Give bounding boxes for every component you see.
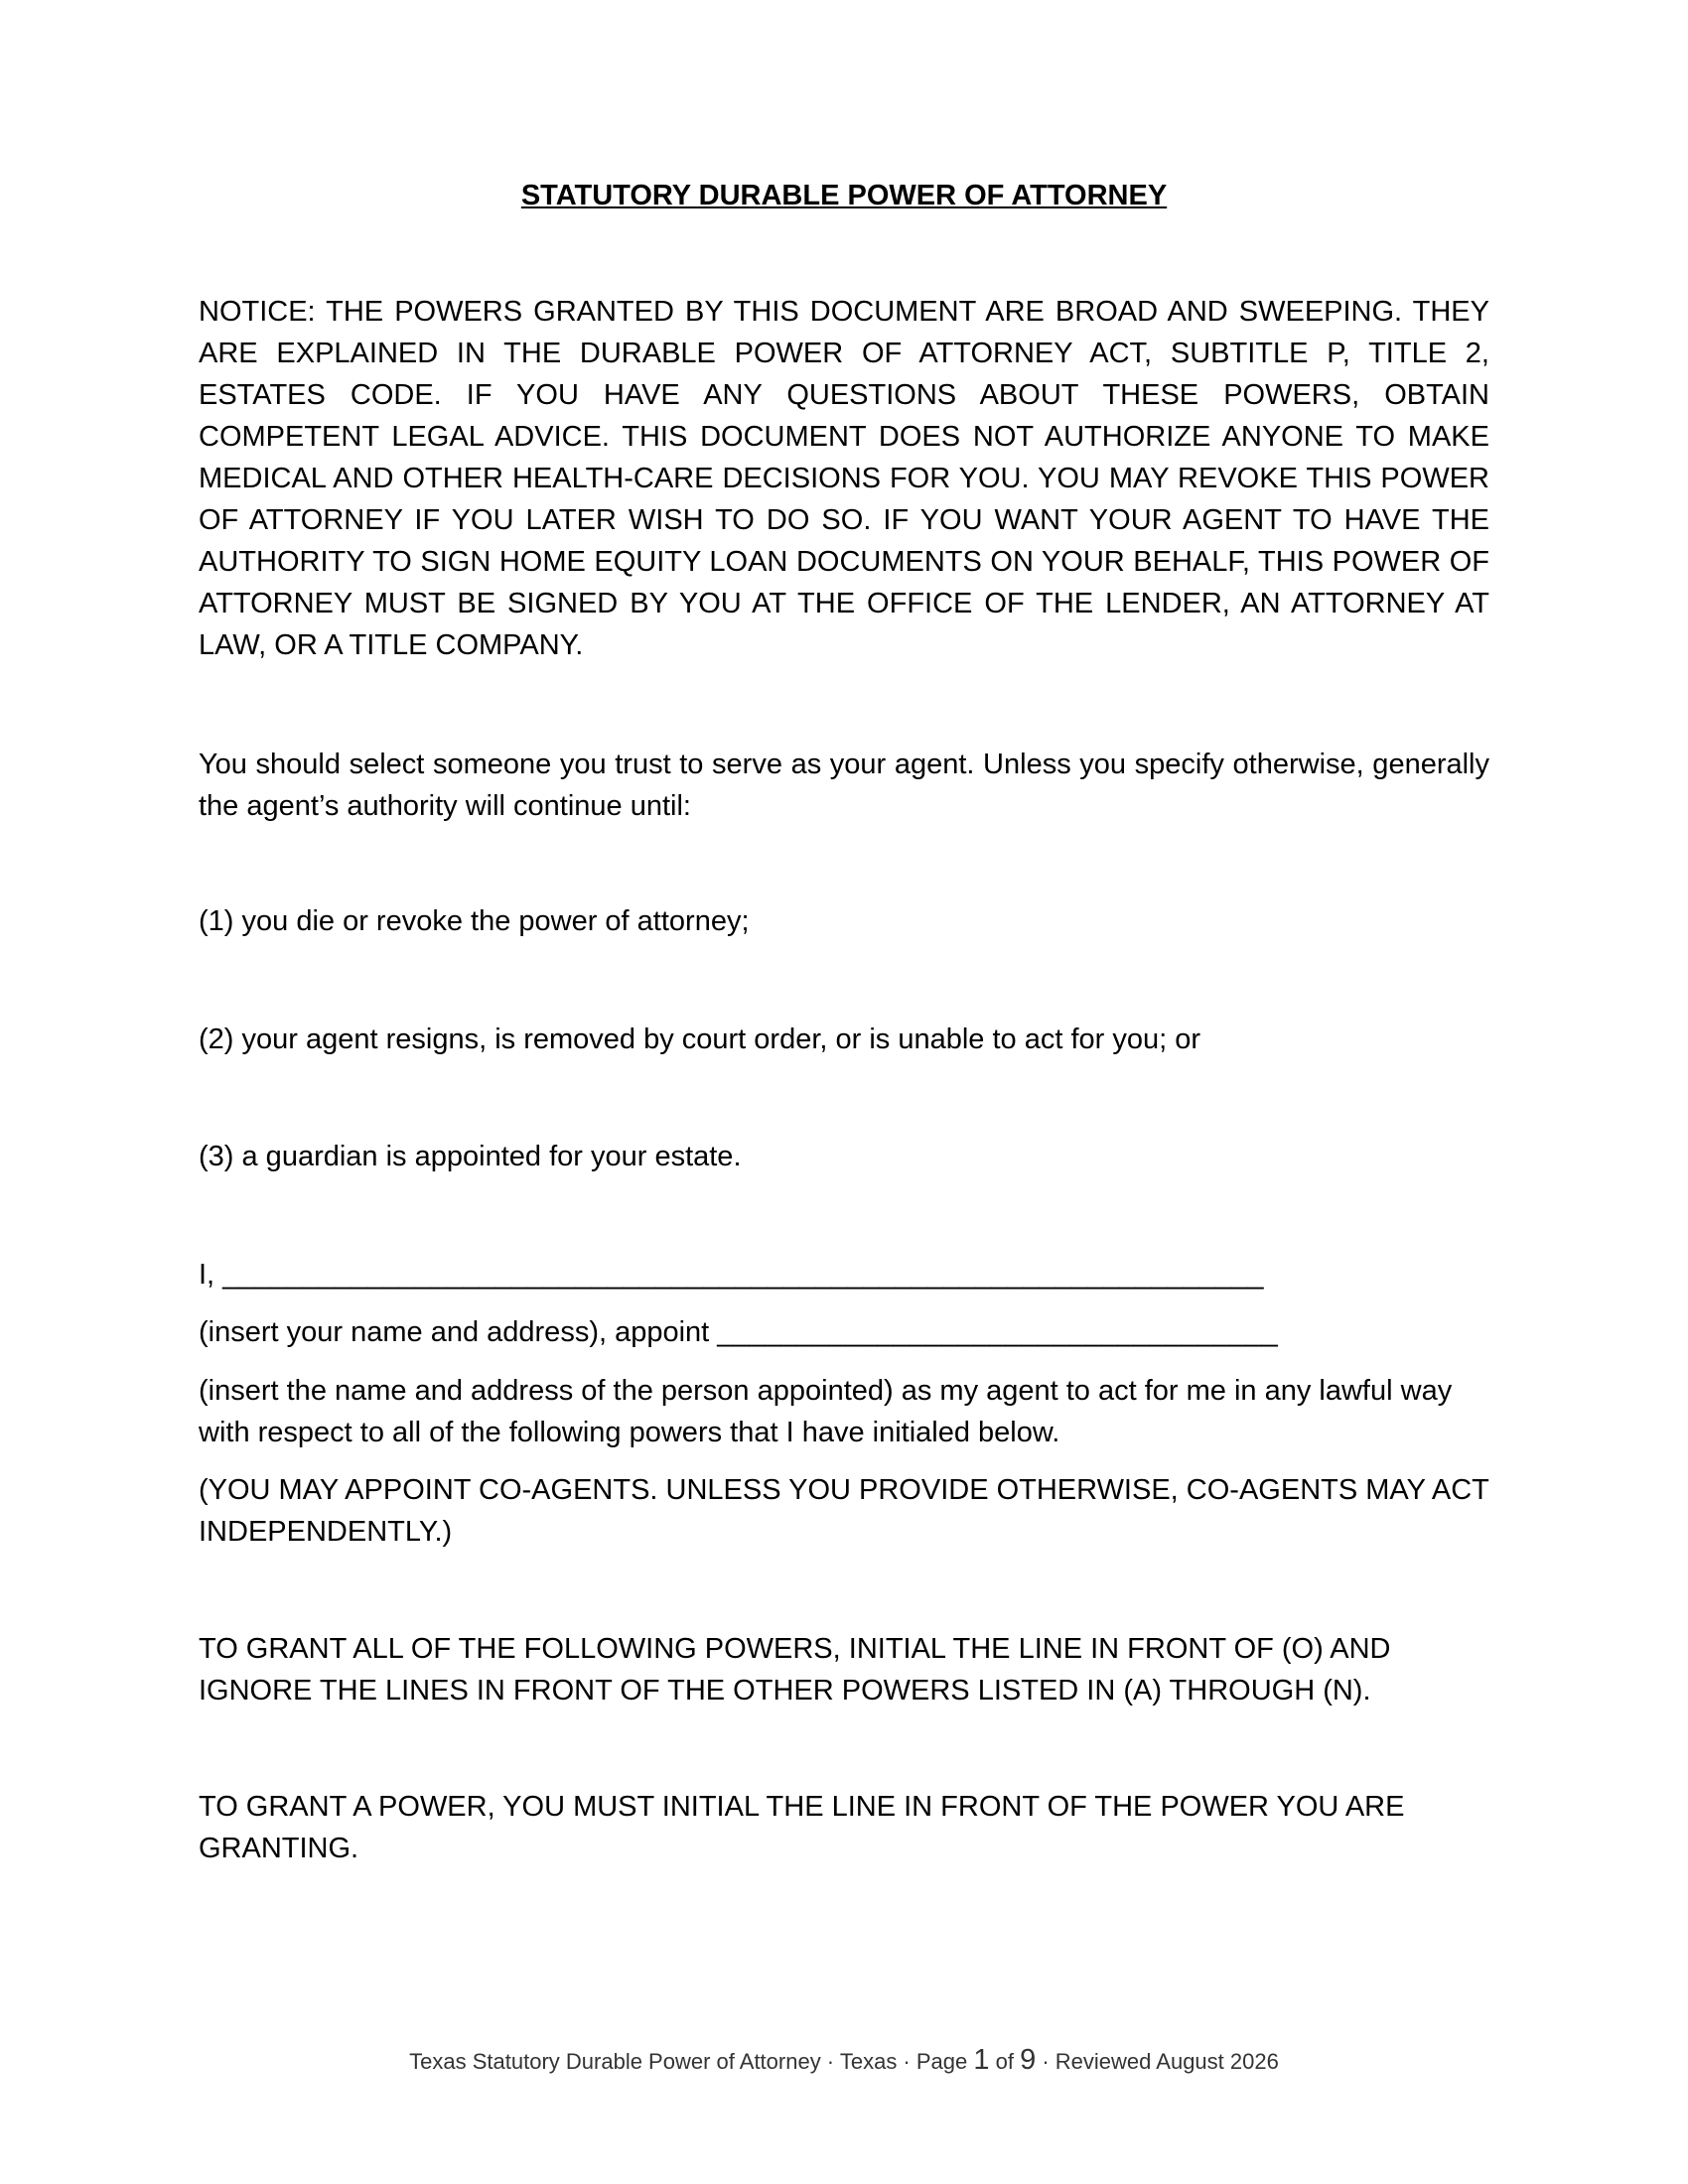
footer-page-total: 9	[1020, 2044, 1037, 2076]
termination-item-3: (3) a guardian is appointed for your estate.	[199, 1141, 742, 1172]
grant-one-instruction: TO GRANT A POWER, YOU MUST INITIAL THE LINE IN FRONT OF THE POWER YOU ARE GRANTING.	[199, 1791, 1405, 1864]
select-agent-paragraph: You should select someone you trust to serve as your agent. Unless you specify otherwise, generally the agent’s authority will continue until:	[199, 749, 1489, 822]
principal-name-line: I, _________________________________________________________________	[199, 1259, 1264, 1291]
footer-page-number: 1	[973, 2044, 990, 2076]
footer-suffix: · Reviewed August 2026	[1036, 2049, 1279, 2074]
agent-appoint-line: (insert your name and address), appoint ___________________________________	[199, 1316, 1278, 1348]
page-footer	[0, 2045, 1688, 2077]
coagents-paragraph: (YOU MAY APPOINT CO-AGENTS. UNLESS YOU PROVIDE OTHERWISE, CO-AGENTS MAY ACT INDEPENDENTLY.)	[199, 1474, 1489, 1548]
footer-prefix: Texas Statutory Durable Power of Attorney · Texas · Page	[409, 2049, 974, 2074]
termination-item-2: (2) your agent resigns, is removed by court order, or is unable to act for you; or	[199, 1024, 1201, 1055]
agent-authority-paragraph: (insert the name and address of the person appointed) as my agent to act for me in any lawful way with respect to all of the following powers that I have initialed below.	[199, 1375, 1453, 1448]
grant-all-instruction: TO GRANT ALL OF THE FOLLOWING POWERS, INITIAL THE LINE IN FRONT OF (O) AND IGNORE THE LINES IN FRONT OF THE OTHER POWERS LISTED IN (A) THROUGH (N).	[199, 1633, 1391, 1706]
document-title: STATUTORY DURABLE POWER OF ATTORNEY	[520, 180, 1168, 211]
termination-item-1: (1) you die or revoke the power of attorney;	[199, 905, 750, 937]
footer-of: of	[989, 2049, 1021, 2074]
notice-paragraph: NOTICE: THE POWERS GRANTED BY THIS DOCUMENT ARE BROAD AND SWEEPING. THEY ARE EXPLAINED IN THE DURABLE POWER OF ATTORNEY ACT, SUBTITLE P, TITLE 2, ESTATES CODE. IF YOU HAVE ANY QUESTIONS ABOUT THESE POWERS, OBTAIN COMPETENT LEGAL ADVICE. THIS DOCUMENT DOES NOT AUTHORIZE ANYONE TO MAKE MEDICAL AND OTHER HEALTH-CARE DECISIONS FOR YOU. YOU MAY REVOKE THIS POWER OF ATTORNEY IF YOU LATER WISH TO DO SO. IF YOU WANT YOUR AGENT TO HAVE THE AUTHORITY TO SIGN HOME EQUITY LOAN DOCUMENTS ON YOUR BEHALF, THIS POWER OF ATTORNEY MUST BE SIGNED BY YOU AT THE OFFICE OF THE LENDER, AN ATTORNEY AT LAW, OR A TITLE COMPANY.	[199, 296, 1489, 661]
